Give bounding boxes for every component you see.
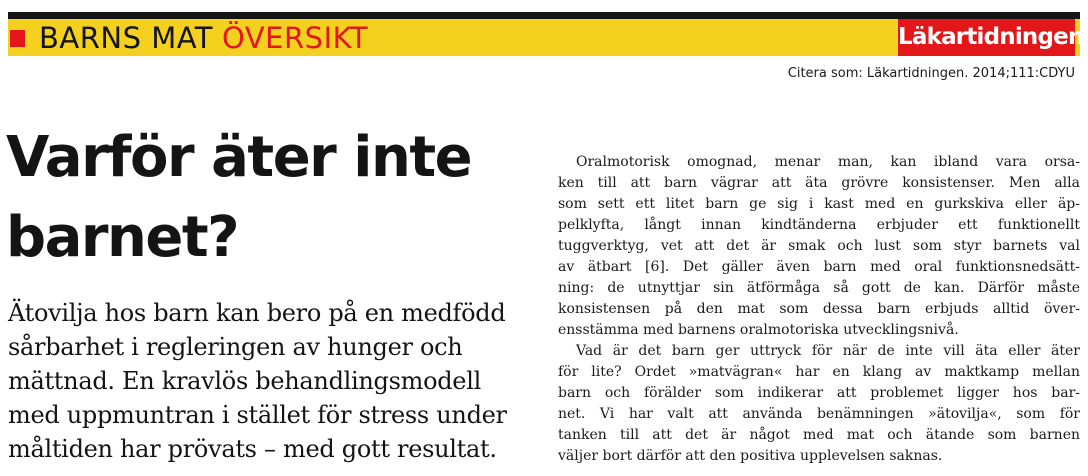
body-paragraph [558, 152, 1080, 341]
lead-paragraph [8, 296, 507, 466]
lead-line: måltiden har prövats – med gott resultat. [8, 435, 497, 463]
body-paragraph [558, 341, 1080, 467]
body-line: ning: de utnyttjar sin ätförmåga så gott de kan. Därför måste [558, 280, 1080, 296]
body-line: som sett ett litet barn ge sig i kast med en gurkskiva eller äp- [558, 196, 1080, 212]
headline [6, 118, 471, 278]
body-line: ken till att barn vägrar att äta grövre konsistenser. Men alla [558, 175, 1080, 191]
body-line: ensstämma med barnens oralmotoriska utvecklingsnivå. [558, 322, 959, 338]
body-line: för lite? Ordet »matvägran« har en klang av maktkamp mellan [558, 364, 1080, 380]
body-line: barn och förälder som indikerar att problemet ligger hos bar- [558, 385, 1080, 401]
section-label-topic: BARNS MAT [39, 21, 214, 55]
body-column [558, 152, 1080, 467]
body-line: tanken till att det är något med mat och ätande som barnen [558, 427, 1080, 443]
headline-line: barnet? [6, 205, 239, 270]
body-line: pelklyfta, långt innan kindtänderna erbjuder ett funktionellt [558, 217, 1080, 233]
body-line: tuggverktyg, vet att det är smak och lust som styr barnets val [558, 238, 1080, 254]
body-line: av ätbart [6]. Det gäller även barn med oral funktionsnedsätt- [558, 259, 1080, 275]
body-line: Oralmotorisk omognad, menar man, kan ibland vara orsa- [576, 154, 1080, 170]
lead-line: Ätovilja hos barn kan bero på en medfödd [8, 299, 506, 327]
body-line: konsistensen på den mat som dessa barn erbjuds alltid över- [558, 301, 1080, 317]
citation: Citera som: Läkartidningen. 2014;111:CDYU [787, 66, 1075, 81]
header-top-rule [8, 12, 1080, 19]
lead-line: med uppmuntran i stället för stress under [8, 401, 507, 429]
body-line: väljer bort därför att den positiva upplevelsen saknas. [558, 448, 943, 464]
section-label-type: ÖVERSIKT [222, 21, 369, 55]
lead-line: mättnad. En kravlös behandlingsmodell [8, 367, 481, 395]
brand-logo: Läkartidningen [898, 19, 1075, 56]
section-label [39, 21, 368, 55]
headline-line: Varför äter inte [6, 125, 472, 190]
lead-line: sårbarhet i regleringen av hunger och [8, 333, 463, 361]
body-line: Vad är det barn ger uttryck för när de inte vill äta eller äter [576, 343, 1080, 359]
section-marker-square [10, 30, 25, 47]
body-line: net. Vi har valt att använda benämningen »ätovilja«, som för [558, 406, 1080, 422]
